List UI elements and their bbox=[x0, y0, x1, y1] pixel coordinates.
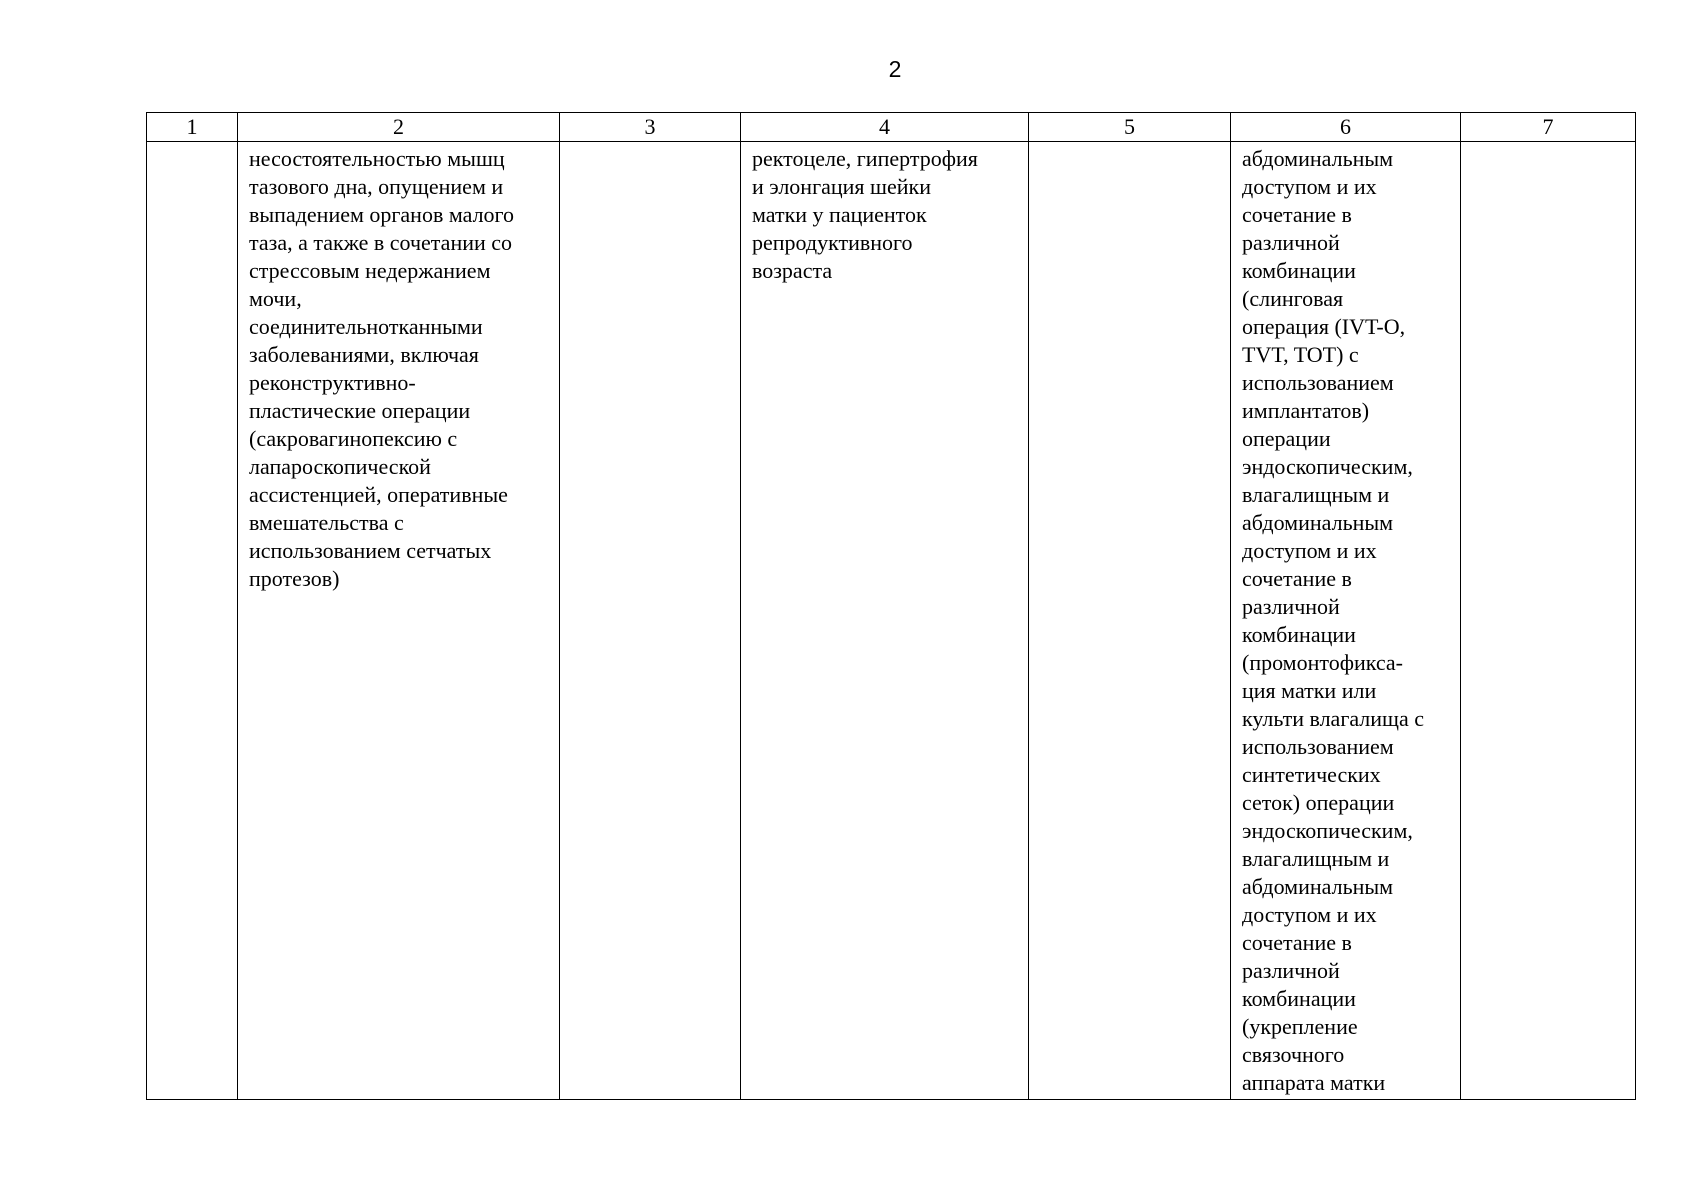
column-number-2: 2 bbox=[238, 113, 560, 142]
column-number-4: 4 bbox=[741, 113, 1029, 142]
column-number-5: 5 bbox=[1029, 113, 1231, 142]
document-table bbox=[146, 112, 1636, 1100]
cell-col-1 bbox=[147, 142, 238, 1100]
column-number-6: 6 bbox=[1231, 113, 1461, 142]
column-number-3: 3 bbox=[560, 113, 741, 142]
cell-col-7 bbox=[1461, 142, 1636, 1100]
cell-col-3 bbox=[560, 142, 741, 1100]
column-number-7: 7 bbox=[1461, 113, 1636, 142]
cell-col-6: абдоминальным доступом и их сочетание в различной комбинации (слинговая операция (IVT-O, TVT, TOT) с использованием имплантатов) операции эндоскопическим, влагалищным и абдоминальным доступом и их сочетание в различной комбинации (промонтофикса- ция матки или культи влагалища с использованием синтетических сеток) операции эндоскопическим, влагалищным и абдоминальным доступом и их сочетание в различной комбинации (укрепление связочного аппарата матки bbox=[1231, 142, 1461, 1100]
cell-col-4: ректоцеле, гипертрофия и элонгация шейки матки у пациенток репродуктивного возраста bbox=[741, 142, 1029, 1100]
table-header-row bbox=[147, 113, 1636, 142]
cell-col-5 bbox=[1029, 142, 1231, 1100]
column-number-1: 1 bbox=[147, 113, 238, 142]
page-number: 2 bbox=[888, 56, 902, 82]
table-row bbox=[147, 142, 1636, 1100]
cell-col-2: несостоятельностью мышц тазового дна, опущением и выпадением органов малого таза, а также в сочетании со стрессовым недержанием мочи, соединительнотканными заболеваниями, включая реконструктивно- пластические операции (сакровагинопексию с лапароскопической ассистенцией, оперативные вмешательства с использованием сетчатых протезов) bbox=[238, 142, 560, 1100]
